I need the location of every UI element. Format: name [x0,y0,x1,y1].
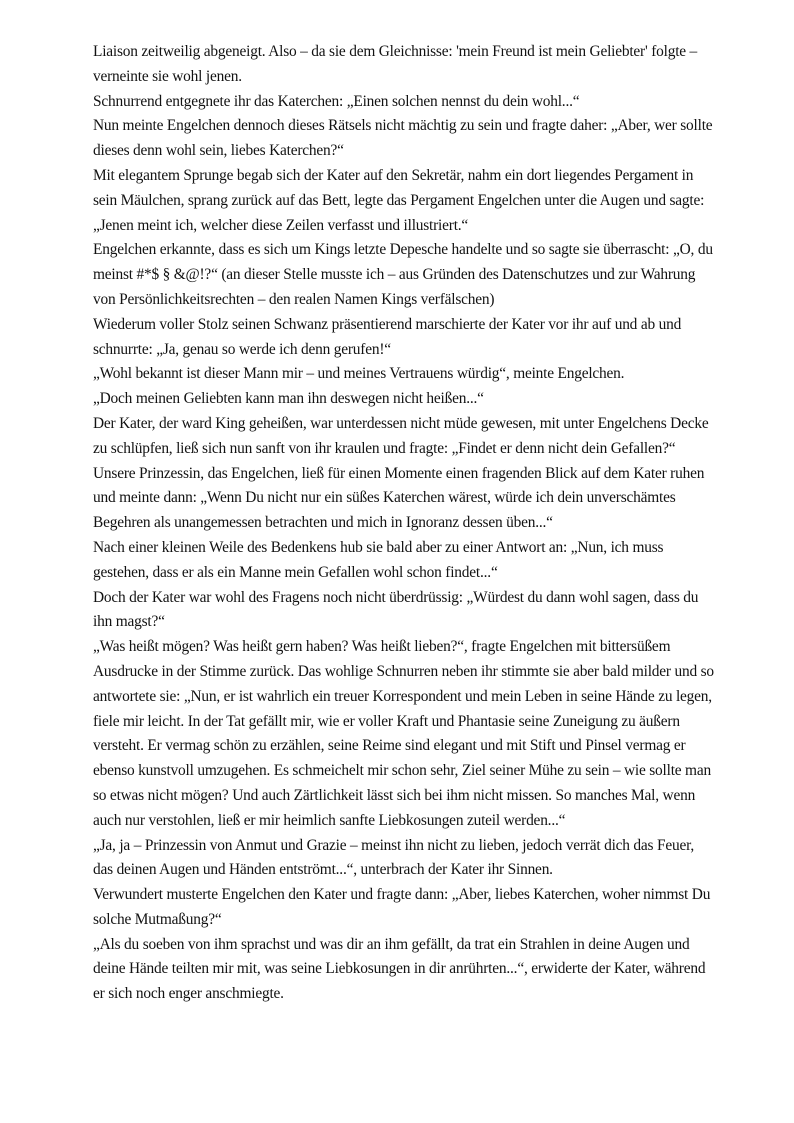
story-paragraph: Verwundert musterte Engelchen den Kater und fragte dann: „Aber, liebes Katerchen, woher nimmst Du solche Mutmaßung?“ [93,886,711,928]
story-paragraph: Engelchen erkannte, dass es sich um Kings letzte Depesche handelte und so sagte sie überrascht: „O, du meinst #*$ § &@!?“ (an dieser Stelle musste ich – aus Gründen des Datenschutzes und zur Wahrung von Persönlichkeitsrechten – den realen Namen Kings verfälschen) [93,241,713,308]
story-text-block [93,40,715,1007]
story-paragraph: Doch der Kater war wohl des Fragens noch nicht überdrüssig: „Würdest du dann wohl sagen, dass du ihn magst?“ [93,588,699,631]
story-paragraph: Mit elegantem Sprunge begab sich der Kater auf den Sekretär, nahm ein dort liegendes Pergament in sein Mäulchen, sprang zurück auf das Bett, legte das Pergament Engelchen unter die Augen und sagte: „Jenen meint ich, welcher diese Zeilen verfasst und illustriert.“ [93,166,705,234]
story-paragraph: Nun meinte Engelchen dennoch dieses Rätsels nicht mächtig zu sein und fragte daher: „Aber, wer sollte dieses denn wohl sein, liebes Katerchen?“ [93,117,713,160]
story-paragraph: Schnurrend entgegnete ihr das Katerchen: „Einen solchen nennst du dein wohl...“ [93,92,580,110]
story-paragraph: „Doch meinen Geliebten kann man ihn deswegen nicht heißen...“ [93,390,484,408]
story-paragraph: Unsere Prinzessin, das Engelchen, ließ für einen Momente einen fragenden Blick auf dem Kater ruhen und meinte dann: „Wenn Du nicht nur ein süßes Katerchen wärest, würde ich dein unverschämtes Begehren als unangemessen betrachten und mich in Ignoranz dessen üben...“ [93,464,705,532]
story-paragraph: Wiederum voller Stolz seinen Schwanz präsentierend marschierte der Kater vor ihr auf und ab und schnurrte: „Ja, genau so werde ich denn gerufen!“ [93,315,682,358]
story-paragraph: Liaison zeitweilig abgeneigt. Also – da sie dem Gleichnisse: 'mein Freund ist mein Geliebter' folgte – verneinte sie wohl jenen. [93,43,698,85]
story-paragraph: „Was heißt mögen? Was heißt gern haben? Was heißt lieben?“, fragte Engelchen mit bittersüßem Ausdrucke in der Stimme zurück. Das wohlige Schnurren neben ihr stimmte sie aber bald milder und so antwortete sie: „Nun, er ist wahrlich ein treuer Korrespondent und mein Leben in seine Hände zu legen, fiele mir leicht. In der Tat gefällt mir, wie er voller Kraft und Phantasie seine Zuneigung zu äußern versteht. Er vermag schön zu erzählen, seine Reime sind elegant und mit Stift und Pinsel vermag er ebenso kunstvoll umzugehen. Es schmeichelt mir schon sehr, Ziel seiner Mühe zu sein – wie sollte man so etwas nicht mögen? Und auch Zärtlichkeit lässt sich bei ihm nicht missen. So manches Mal, wenn auch nur verstohlen, ließ er mir heimlich sanfte Liebkosungen zuteil werden...“ [93,638,714,829]
story-paragraph: „Als du soeben von ihm sprachst und was dir an ihm gefällt, da trat ein Strahlen in deine Augen und deine Hände teilten mir mit, was seine Liebkosungen in dir anrührten...“, erwiderte der Kater, während er sich noch enger anschmiegte. [93,935,706,1003]
story-paragraph: Der Kater, der ward King geheißen, war unterdessen nicht müde gewesen, mit unter Engelchens Decke zu schlüpfen, ließ sich nun sanft von ihr kraulen und fragte: „Findet er denn nicht dein Gefallen?“ [93,414,709,457]
story-paragraph: „Wohl bekannt ist dieser Mann mir – und meines Vertrauens würdig“, meinte Engelchen. [93,365,625,383]
story-paragraph: Nach einer kleinen Weile des Bedenkens hub sie bald aber zu einer Antwort an: „Nun, ich muss gestehen, dass er als ein Manne mein Gefallen wohl schon findet...“ [93,538,664,581]
story-paragraph: „Ja, ja – Prinzessin von Anmut und Grazie – meinst ihn nicht zu lieben, jedoch verrät dich das Feuer, das deinen Augen und Händen entströmt...“, unterbrach der Kater ihr Sinnen. [93,836,695,879]
